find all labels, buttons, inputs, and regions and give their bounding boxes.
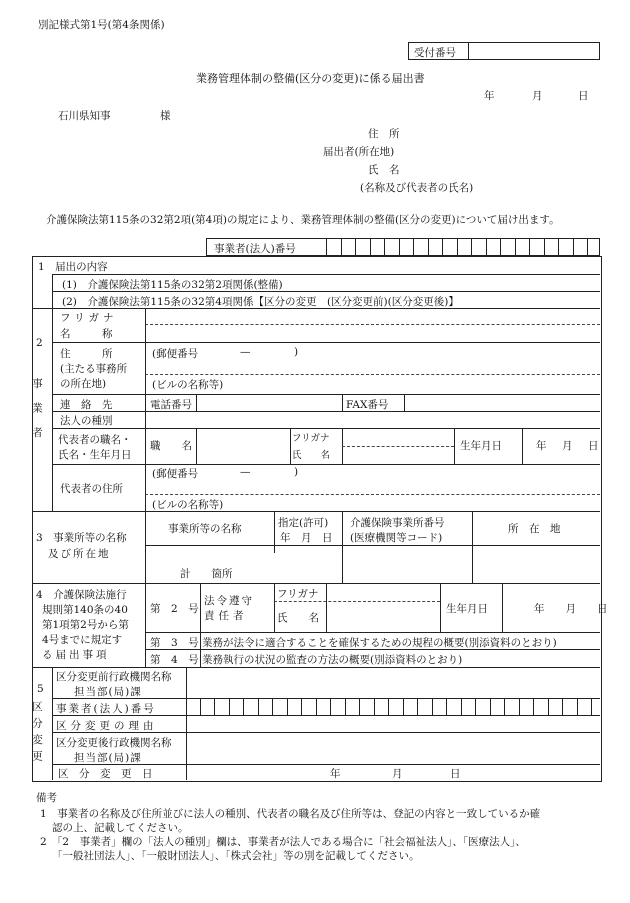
rep-building-label: (ビルの名称等) xyxy=(152,499,224,511)
form-number: 別記様式第1号(第4条関係) xyxy=(38,19,165,31)
col-facility-name: 事業所等の名称 xyxy=(168,523,242,535)
section5-vertical-label: 区分変更 xyxy=(31,701,43,767)
addressee: 石川県知事 xyxy=(58,110,111,122)
before-agency-label2: 担当部(局)課 xyxy=(74,686,142,698)
s5-operator-number-cells xyxy=(186,698,592,715)
contact-label: 連 絡 先 xyxy=(60,399,113,411)
section5-number: 5 xyxy=(37,683,44,695)
postal-label: (郵便番号 xyxy=(152,348,199,360)
compliance-officer2: 責任者 xyxy=(204,610,248,622)
col-designation-date2: 年 月 日 xyxy=(280,532,333,544)
facility-total: 計 箇所 xyxy=(180,568,233,580)
address-label-2: 住 所 xyxy=(60,348,113,360)
s5-operator-number-label: 事業者(法人)番号 xyxy=(56,703,156,715)
note1-line1: 1 事業者の名称及び住所並びに法人の種別、代表者の職名及び住所等は、登記の内容と一致しているか確 xyxy=(40,808,541,820)
change-date-label: 区 分 変 更 日 xyxy=(58,768,153,780)
statement: 介護保険法第115条の32第2項(第4項)の規定により、業務管理体制の整備(区分の変更)について届け出ます。 xyxy=(46,214,560,226)
note1-line2: 認の上、記載してください。 xyxy=(52,822,189,834)
after-agency-label2: 担当部(局)課 xyxy=(74,752,142,764)
change-date-month: 月 xyxy=(392,768,403,780)
operator-number-cells xyxy=(326,238,588,256)
col-location: 所 在 地 xyxy=(508,523,561,535)
form-title: 業務管理体制の整備(区分の変更)に係る届出書 xyxy=(196,72,425,85)
addressee-suffix: 様 xyxy=(160,110,171,122)
notes-title: 備考 xyxy=(36,792,57,804)
receipt-label: 受付番号 xyxy=(414,47,456,59)
item-no3-text: 業務が法令に適合することを確保するための規程の概要(別添資料のとおり) xyxy=(202,637,557,649)
officer-birth-label: 生年月日 xyxy=(446,603,488,615)
officer-furigana-label: フリガナ xyxy=(277,588,319,600)
date-year: 年 xyxy=(484,90,495,102)
note2-line1: 2 「2 事業者」欄の「法人の種別」欄は、事業者が法人である場合に「社会福祉法人」、「医療法人」、 xyxy=(40,836,526,848)
note2-line2: 「一般社団法人」、「一般財団法人」、「株式会社」等の別を記載してください。 xyxy=(52,850,420,862)
officer-name-label: 氏 名 xyxy=(277,612,319,624)
section1-item1: (1) 介護保険法第115条の32第2項関係(整備) xyxy=(62,279,283,291)
company-name-label: 名 称 xyxy=(60,328,113,340)
section4-label2: 規則第140条の40 xyxy=(42,604,128,616)
rep-furigana-label: フリガナ xyxy=(292,433,330,444)
section2-number: 2 xyxy=(36,337,43,349)
phone-label: 電話番号 xyxy=(150,399,192,411)
before-agency-label1: 区分変更前行政機関名称 xyxy=(56,671,172,683)
date-day: 日 xyxy=(578,90,589,102)
postal-close: ) xyxy=(294,346,299,358)
date-month: 月 xyxy=(532,90,543,102)
section4-label5: る届出事項 xyxy=(42,649,110,661)
postal-dash: — xyxy=(240,346,251,358)
section4-label1: 4 介護保険法施行 xyxy=(36,589,127,601)
rep-postal-label: (郵便番号 xyxy=(152,468,199,480)
address-note2: の所在地) xyxy=(60,378,107,390)
rep-birth-day: 日 xyxy=(588,440,599,452)
rep-info-label1: 代表者の職名・ xyxy=(58,434,132,446)
item-no4: 第 4 号 xyxy=(150,654,199,666)
change-date-day: 日 xyxy=(450,768,461,780)
operator-number-label: 事業者(法人)番号 xyxy=(214,243,296,255)
section1-item2: (2) 介護保険法第115条の32第4項関係【区分の変更 (区分変更前)(区分変更後)】 xyxy=(62,296,459,308)
corp-type-label: 法人の種別 xyxy=(60,415,113,427)
change-reason-label: 区分変更の理由 xyxy=(56,720,158,732)
furigana-label: フリガナ xyxy=(60,312,118,324)
change-date-year: 年 xyxy=(330,768,341,780)
submitter-label: 届出者(所在地) xyxy=(323,146,395,158)
after-agency-label1: 区分変更後行政機関名称 xyxy=(56,737,172,749)
section1-label: 1 届出の内容 xyxy=(38,261,108,273)
officer-birth-ymd: 年 月 日 xyxy=(534,603,608,615)
section4-label3: 第1項第2号から第 xyxy=(42,619,129,631)
col-designation-date1: 指定(許可) xyxy=(278,517,329,529)
rep-name-label: 氏 名 xyxy=(292,450,331,461)
rep-postal-close: ) xyxy=(294,466,299,478)
section3-label1: 3 事業所等の名称 xyxy=(36,532,127,544)
col-facility-number1: 介護保険事業所番号 xyxy=(350,517,445,529)
rep-birth-year: 年 xyxy=(536,440,547,452)
item-no3: 第 3 号 xyxy=(150,637,199,649)
col-facility-number2: (医療機関等コード) xyxy=(350,532,443,544)
rep-birth-label: 生年月日 xyxy=(460,440,502,452)
item-no4-text: 業務執行の状況の監査の方法の概要(別添資料のとおり) xyxy=(202,654,463,666)
position-label: 職 名 xyxy=(150,440,192,452)
section3-label2: 及び所在地 xyxy=(48,548,111,560)
rep-postal-dash: — xyxy=(240,466,251,478)
rep-address-label: 代表者の住所 xyxy=(60,483,123,495)
compliance-officer1: 法令遵守 xyxy=(204,595,254,607)
section4-label4: 4号までに規定す xyxy=(42,634,123,646)
building-label: (ビルの名称等) xyxy=(152,379,224,391)
item-no2: 第 2 号 xyxy=(150,603,199,615)
rep-info-label2: 氏名・生年月日 xyxy=(58,449,132,461)
address-label: 住 所 xyxy=(368,128,400,140)
fax-label: FAX番号 xyxy=(346,399,389,411)
name-note: (名称及び代表者の氏名) xyxy=(360,182,474,194)
rep-birth-month: 月 xyxy=(562,440,573,452)
address-note1: (主たる事務所 xyxy=(60,363,128,375)
section2-vertical-label: 事業者 xyxy=(31,378,43,452)
name-label: 氏 名 xyxy=(368,164,400,176)
